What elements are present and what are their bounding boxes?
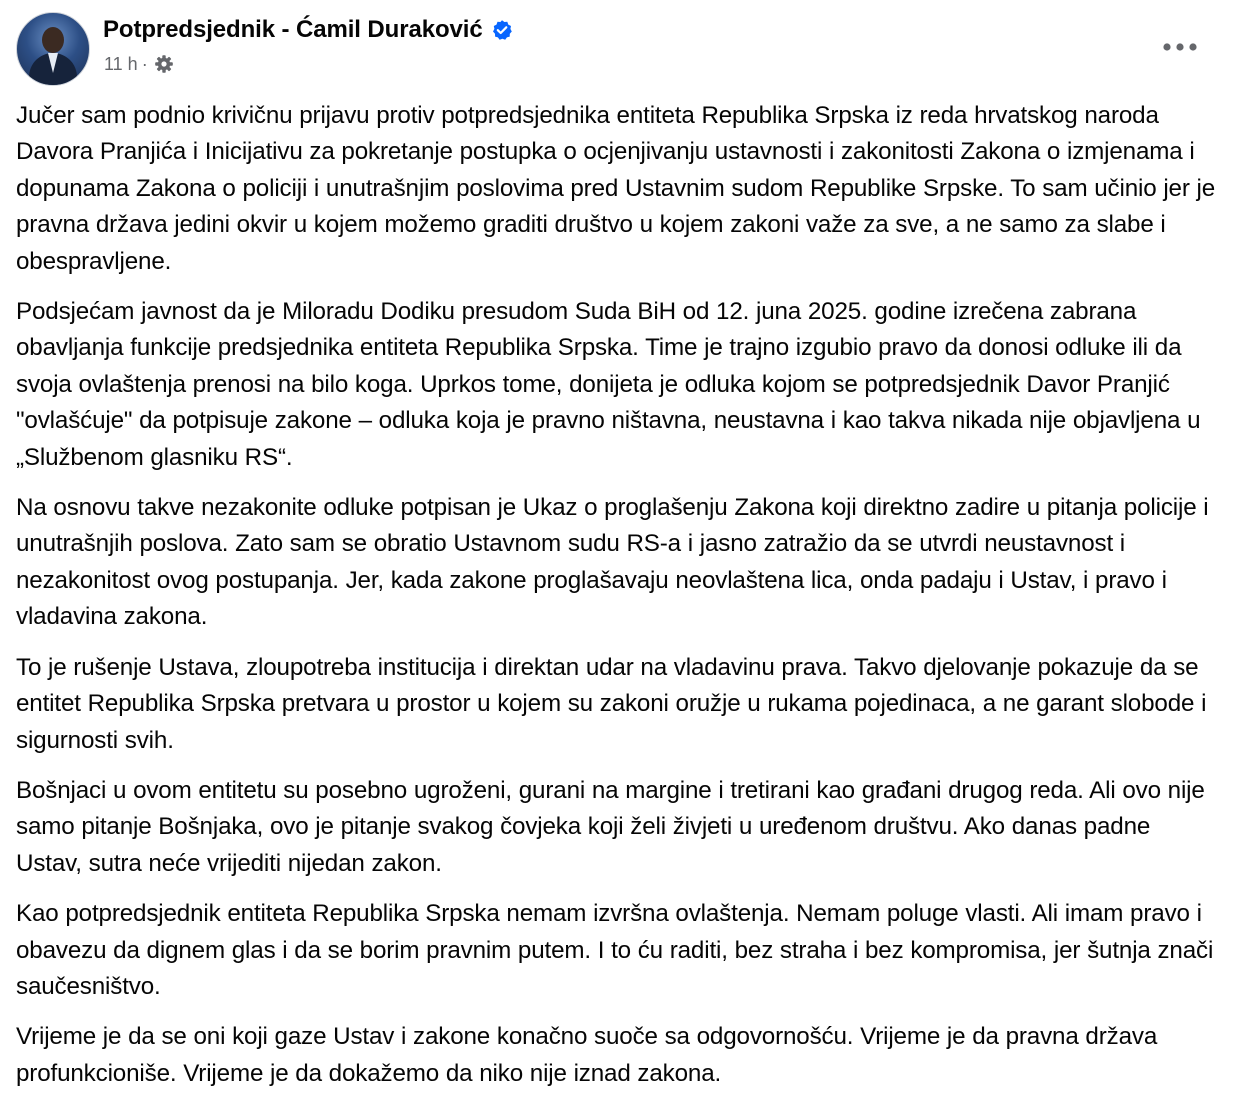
post-paragraph: Podsjećam javnost da je Miloradu Dodiku presudom Suda BiH od 12. juna 2025. godine izrečena zabrana obavljanja funkcije predsjednika entiteta Republika Srpska. Time je trajno izgubio pravo da donosi odluke ili da svoja ovlaštenja prenosi na bilo koga. Uprkos tome, donijeta je odluka kojom se potpredsjednik Davor Pranjić "ovlašćuje" da potpisuje zakone – odluka koja je pravno ništavna, neustavna i kao takva nikada nije objavljena u „Službenom glasniku RS“. — [16, 298, 1201, 471]
post-timestamp[interactable]: 11 h — [104, 53, 138, 74]
post-paragraph: To je rušenje Ustava, zloupotreba institucija i direktan udar na vladavinu prava. Takvo djelovanje pokazuje da se entitet Republika Srpska pretvara u prostor u kojem su zakoni oružje u rukama pojedinaca, a ne garant slobode i sigurnosti svih. — [16, 653, 1207, 754]
post-text — [16, 98, 1221, 1106]
author-name[interactable]: Potpredsjednik - Ćamil Duraković — [103, 16, 483, 43]
post-paragraph: Bošnjaci u ovom entitetu su posebno ugroženi, gurani na margine i tretirani kao građani drugog reda. Ali ovo nije samo pitanje Bošnjaka, ovo je pitanje svakog čovjeka koji želi živjeti u uređenom društvu. Ako danas padne Ustav, sutra neće vrijediti nijedan zakon. — [16, 776, 1205, 877]
avatar-figure-head — [42, 27, 64, 53]
post-paragraph: Vrijeme je da se oni koji gaze Ustav i zakone konačno suoče sa odgovornošću. Vrijeme je da pravna država profunkcioniše. Vrijeme je da dokažemo da niko nije iznad zakona. — [16, 1023, 1158, 1087]
gear-icon[interactable] — [154, 54, 174, 74]
post-header — [0, 0, 1235, 96]
post-paragraph: Jučer sam podnio krivičnu prijavu protiv potpredsjednika entiteta Republika Srpska iz reda hrvatskog naroda Davora Pranjića i Inicijativu za pokretanje postupka o ocjenjivanju ustavnosti i zakonitosti Zakona o izmjenama i dopunama Zakona o policiji i unutrašnjim poslovima pred Ustavnim sudom Republike Srpske. To sam učinio jer je pravna država jedini okvir u kojem možemo graditi društvo u kojem zakoni važe za sve, a ne samo za slabe i obespravljene. — [16, 102, 1216, 275]
post-paragraph: Kao potpredsjednik entiteta Republika Srpska nemam izvršna ovlaštenja. Nemam poluge vlasti. Ali imam pravo i obavezu da dignem glas i da se borim pravnim putem. I to ću raditi, bez straha i bez kompromisa, jer šutnja znači saučesništvo. — [16, 900, 1214, 1000]
post-meta — [104, 52, 174, 76]
verified-badge-icon — [491, 19, 513, 41]
post-paragraph: Na osnovu takve nezakonite odluke potpisan je Ukaz o proglašenju Zakona koji direktno zadire u pitanja policije i unutrašnjih poslova. Zato sam se obratio Ustavnom sudu RS-a i jasno zatražio da se utvrdi neustavnost i nezakonitost ovog postupanja. Jer, kada zakone proglašavaju neovlaštena lica, onda padaju i Ustav, i pravo i vladavina zakona. — [16, 494, 1209, 631]
ellipsis-icon — [1162, 39, 1198, 49]
more-options-button[interactable] — [1158, 26, 1202, 62]
meta-separator: · — [141, 53, 148, 74]
author-name-row — [103, 14, 513, 46]
author-avatar[interactable] — [16, 12, 90, 86]
